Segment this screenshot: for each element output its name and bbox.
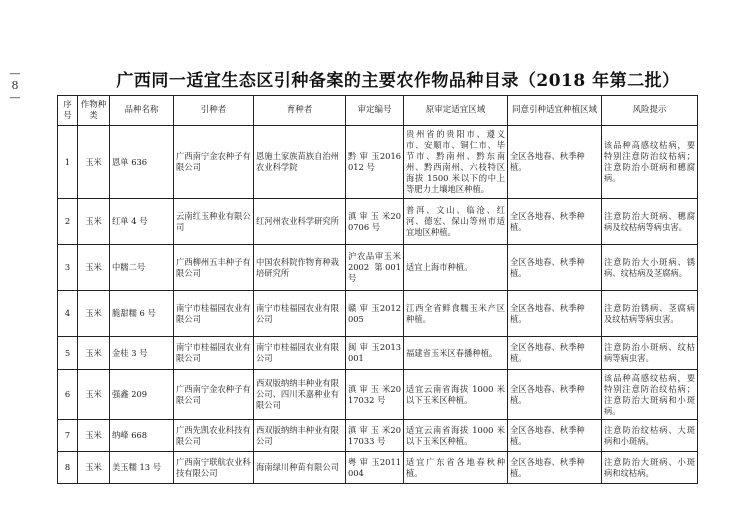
- cell-introducer: 广西先凯农业科技有限公司: [174, 420, 254, 452]
- table-row: [58, 337, 698, 370]
- cell-serial: 5: [58, 337, 78, 370]
- cell-breeder: 南宁市桂福园农业有限公司: [254, 337, 346, 370]
- cell-original-region: 贵州省的贵阳市、遵义市、安顺市、铜仁市、毕节市、黔南州、黔东南州、黔西南州、六枝特区海拔 1500 米以下的中上等肥力土壤地区种植。: [404, 126, 508, 199]
- cell-introducer: 广西南宁金农种子有限公司: [174, 370, 254, 420]
- cell-introducer: 南宁市桂福园农业有限公司: [174, 337, 254, 370]
- cell-serial: 6: [58, 370, 78, 420]
- cell-variety-name: 中糯二号: [110, 245, 174, 291]
- cell-original-region: 普洱、文山、临沧、红河、德宏、保山等州市适宜地区种植。: [404, 199, 508, 245]
- cell-variety-name: 强鑫 209: [110, 370, 174, 420]
- document-title: 广西同一适宜生态区引种备案的主要农作物品种目录（2018 年第二批）: [116, 71, 680, 91]
- cell-serial: 1: [58, 126, 78, 199]
- header-introducer: 引种者: [174, 96, 254, 126]
- cell-approval-number: 沪农品审玉米 2002 第001 号: [346, 245, 404, 291]
- cell-breeder: 南宁市桂福园农业有限公司: [254, 291, 346, 337]
- cell-original-region: 福建省玉米区春播种植。: [404, 337, 508, 370]
- cell-risk-warning: 注意防治大斑病、小斑病和纹枯病。: [602, 452, 698, 484]
- header-serial: 序号: [58, 96, 78, 126]
- cell-approved-region: 全区各地春、秋季种植。: [508, 337, 602, 370]
- cell-serial: 3: [58, 245, 78, 291]
- page-number: [8, 68, 22, 104]
- cell-introducer: 云南红玉种业有限公司: [174, 199, 254, 245]
- cell-serial: 8: [58, 452, 78, 484]
- cell-breeder: 海南绿川种苗有限公司: [254, 452, 346, 484]
- table-row: [58, 370, 698, 420]
- cell-approval-number: 黔 审 玉2016012 号: [346, 126, 404, 199]
- cell-risk-warning: 该品种高感纹枯病，要特别注意防治纹枯病；注意防治小斑病和穗腐病。: [602, 126, 698, 199]
- cell-original-region: 适宜广东省各地春秋种植。: [404, 452, 508, 484]
- table-row: [58, 291, 698, 337]
- cell-crop-type: 玉米: [78, 126, 110, 199]
- cell-introducer: 广西柳州五丰种子有限公司: [174, 245, 254, 291]
- header-risk-warning: 风险提示: [602, 96, 698, 126]
- cell-approval-number: 滇 审 玉 米200706 号: [346, 199, 404, 245]
- cell-breeder: 恩施土家族苗族自治州农业科学院: [254, 126, 346, 199]
- cell-approved-region: 全区各地春、秋季种植。: [508, 370, 602, 420]
- cell-crop-type: 玉米: [78, 452, 110, 484]
- cell-approval-number: 滇 审 玉 米2017033 号: [346, 420, 404, 452]
- cell-variety-name: 纳峰 668: [110, 420, 174, 452]
- table-row: [58, 245, 698, 291]
- cell-breeder: 西双版纳纳丰种业有限公司: [254, 420, 346, 452]
- page-number-dash-top: —: [9, 67, 21, 80]
- cell-original-region: 适宜上海市种植。: [404, 245, 508, 291]
- cell-approved-region: 全区各地春、秋季种植。: [508, 291, 602, 337]
- cell-risk-warning: 注意防治小斑病、纹枯病等病虫害。: [602, 337, 698, 370]
- cell-approval-number: 粤 审 玉2011004: [346, 452, 404, 484]
- variety-catalog-table: [57, 95, 698, 484]
- cell-original-region: 适宜云南省海拔 1000 米以下玉米区种植。: [404, 420, 508, 452]
- cell-approved-region: 全区各地春、秋季种植。: [508, 199, 602, 245]
- cell-introducer: 广西南宁联航农业科技有限公司: [174, 452, 254, 484]
- table-row: [58, 199, 698, 245]
- cell-original-region: 适宜云南省海拔 1000 米以下玉米区种植。: [404, 370, 508, 420]
- table-row: [58, 420, 698, 452]
- header-crop-type: 作物种类: [78, 96, 110, 126]
- cell-crop-type: 玉米: [78, 337, 110, 370]
- cell-risk-warning: 注意防治纹枯病、大斑病和小斑病。: [602, 420, 698, 452]
- cell-variety-name: 金桂 3 号: [110, 337, 174, 370]
- cell-crop-type: 玉米: [78, 291, 110, 337]
- cell-approved-region: 全区各地春、秋季种植。: [508, 126, 602, 199]
- cell-risk-warning: 注意防治大小斑病、锈病、纹枯病及茎腐病。: [602, 245, 698, 291]
- cell-breeder: 中国农科院作物育种栽培研究所: [254, 245, 346, 291]
- cell-breeder: 红河州农业科学研究所: [254, 199, 346, 245]
- cell-variety-name: 恩单 636: [110, 126, 174, 199]
- cell-variety-name: 脆甜糯 6 号: [110, 291, 174, 337]
- cell-approved-region: 全区各地春、秋季种植。: [508, 452, 602, 484]
- cell-variety-name: 美玉糯 13 号: [110, 452, 174, 484]
- header-approved-region: 同意引种适宜种植区域: [508, 96, 602, 126]
- cell-risk-warning: 注意防治锈病、茎腐病及纹枯病等病虫害。: [602, 291, 698, 337]
- cell-introducer: 南宁市桂福园农业有限公司: [174, 291, 254, 337]
- table-row: [58, 452, 698, 484]
- cell-approval-number: 赣 审 玉2012005: [346, 291, 404, 337]
- cell-approved-region: 全区各地春、秋季种植。: [508, 245, 602, 291]
- cell-risk-warning: 该品种高感纹枯病，要特别注意防治纹枯病；注意防治大斑病和小斑病。: [602, 370, 698, 420]
- header-variety-name: 品种名称: [110, 96, 174, 126]
- cell-crop-type: 玉米: [78, 420, 110, 452]
- table-row: [58, 126, 698, 199]
- cell-crop-type: 玉米: [78, 245, 110, 291]
- cell-crop-type: 玉米: [78, 199, 110, 245]
- header-breeder: 育种者: [254, 96, 346, 126]
- cell-serial: 7: [58, 420, 78, 452]
- cell-approved-region: 全区各地春、秋季种植。: [508, 420, 602, 452]
- cell-serial: 4: [58, 291, 78, 337]
- page-number-dash-bottom: —: [9, 91, 21, 104]
- cell-approval-number: 闽 审 玉2013001: [346, 337, 404, 370]
- page-number-value: 8: [11, 79, 19, 92]
- cell-crop-type: 玉米: [78, 370, 110, 420]
- cell-original-region: 江西全省鲜食糯玉米产区种植。: [404, 291, 508, 337]
- cell-risk-warning: 注意防治大斑病、穗腐病及纹枯病等病虫害。: [602, 199, 698, 245]
- cell-serial: 2: [58, 199, 78, 245]
- cell-variety-name: 红单 4 号: [110, 199, 174, 245]
- header-original-region: 原审定适宜区域: [404, 96, 508, 126]
- table-header-row: [58, 96, 698, 126]
- cell-introducer: 广西南宁金农种子有限公司: [174, 126, 254, 199]
- header-approval-number: 审定编号: [346, 96, 404, 126]
- cell-approval-number: 滇 审 玉 米2017032 号: [346, 370, 404, 420]
- cell-breeder: 西双版纳纳丰种业有限公司、四川禾嘉种业有限公司: [254, 370, 346, 420]
